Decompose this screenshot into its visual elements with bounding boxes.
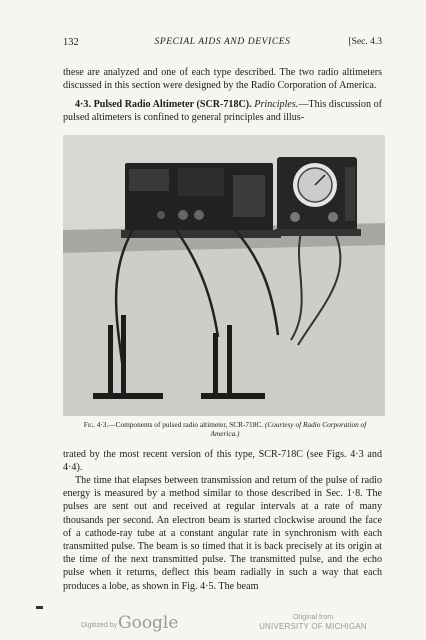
paragraph-section-heading: [63, 98, 382, 124]
section-heading: 4·3. Pulsed Radio Altimeter (SCR-718C).: [75, 99, 252, 110]
original-from-label: Original from: [292, 614, 334, 621]
page-header: [63, 37, 382, 51]
figure-label: Fig. 4·3.: [83, 420, 109, 429]
figure-caption: [78, 420, 372, 438]
figure-caption-text: —Components of pulsed radio altimeter, SCR-718C.: [108, 420, 264, 429]
running-title: SPECIAL AIDS AND DEVICES: [154, 37, 291, 47]
figure-courtesy: (Courtesy of Radio Corporation of America.): [210, 420, 367, 439]
altimeter-components-photo: [63, 135, 385, 416]
paragraph-intro: these are analyzed and one of each type described. The two radio altimeters discussed in this section were designed by the Radio Corporation of America.: [63, 67, 382, 92]
paragraph-heading-text: —This discussion of pulsed altimeters is confined to general principles and illus-: [63, 99, 382, 124]
section-reference: [Sec. 4.3: [348, 37, 382, 47]
google-logo: Google: [118, 613, 179, 633]
subheading-principles: Principles.: [254, 99, 299, 110]
page-number: 132: [63, 37, 79, 48]
university-name: UNIVERSITY OF MICHIGAN: [259, 622, 367, 631]
original-from: [258, 613, 368, 632]
scan-mark: [36, 606, 43, 609]
paragraph-timing: The time that elapses between transmission and return of the pulse of radio energy is measured by a method similar to those described in Sec. 1·8. The pulses are sent out and received at regular intervals at a rate of many thousands per second. An electron beam is started clockwise around the face of a cathode-ray tube at a constant angular rate in synchronism with each transmitted pulse. The beam is so timed that it is back precisely at its origin at the time of the next transmitted pulse. The transmitted pulse, and the echo pulse when it returns, deflect this beam radially in such a way that each produces a lobe, as shown in Fig. 4·5. The beam: [63, 475, 382, 592]
paragraph-continuation: trated by the most recent version of this type, SCR-718C (see Figs. 4·3 and 4·4).: [63, 449, 382, 474]
digitized-by-label: Digitized by: [81, 622, 118, 629]
